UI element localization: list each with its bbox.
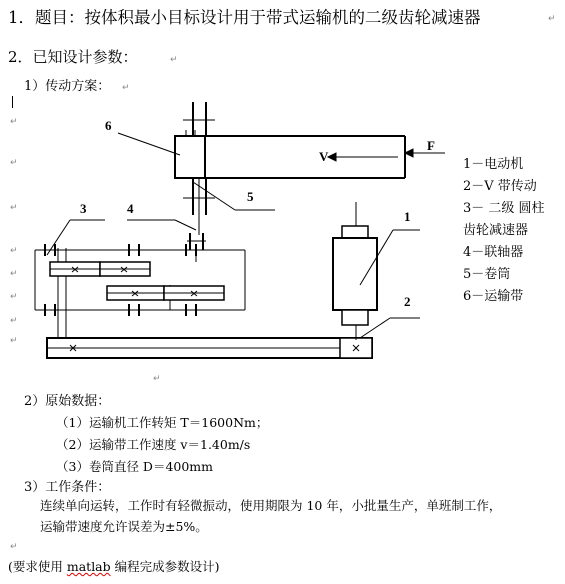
work-conditions-title: 3）工作条件： [24,480,111,495]
paragraph-mark: ↵ [10,158,18,168]
legend-item: 3－ 二级 圆柱 [463,201,545,216]
label-5: 5 [247,189,254,204]
label-6: 6 [105,118,112,133]
paragraph-mark: ↵ [170,55,178,65]
data-item: （2）运输带工作速度 v＝1.40m/s [56,437,251,452]
paragraph-mark: ↵ [10,336,18,346]
work-conditions-line: 连续单向运转，工作时有轻微振动，使用期限为 10 年，小批量生产，单班制工作， [40,498,502,513]
footer-keyword: matlab [66,559,111,574]
legend-item: 1－电动机 [463,157,524,172]
paragraph-mark: ↵ [10,292,18,302]
work-conditions-line: 运输带速度允许误差为±5%。 [40,519,208,534]
label-1: 1 [404,209,411,224]
legend-item: 5－卷筒 [463,267,511,282]
paragraph-mark: ↵ [153,374,161,384]
paragraph-mark: ↵ [10,316,18,326]
paragraph-mark: ↵ [10,203,18,213]
paragraph-mark: ↵ [10,542,18,552]
paragraph-mark: ↵ [10,269,18,279]
label-f: F [427,138,435,153]
paragraph-mark: ↵ [122,83,130,93]
label-4: 4 [127,201,134,216]
heading-2-text: 已知设计参数： [32,48,138,66]
footer-note [8,561,220,574]
paragraph-mark: ↵ [548,14,556,24]
label-v: V [319,149,329,164]
legend-item: 6－运输带 [463,289,524,304]
heading-2-number: 2． [8,48,33,66]
footer-prefix: (要求使用 [8,559,67,574]
data-item: （3）卷筒直径 D＝400mm [56,459,214,474]
paragraph-mark: ↵ [10,117,18,127]
paragraph-mark: ↵ [10,246,18,256]
original-data-title: 2）原始数据： [24,394,111,409]
label-2: 2 [404,294,411,309]
legend-item: 4－联轴器 [463,245,524,260]
label-3: 3 [80,201,87,216]
scheme-title: 1）传动方案： [24,79,111,94]
legend-item: 齿轮减速器 [463,223,529,238]
heading-1-number: 1． [8,8,35,27]
footer-suffix: 编程完成参数设计) [110,559,220,574]
heading-1-text: 题目：按体积最小目标设计用于带式运输机的二级齿轮减速器 [35,8,481,27]
data-item: （1）运输机工作转矩 T＝1600Nm； [56,415,269,430]
legend-item: 2－V 带传动 [463,179,537,194]
